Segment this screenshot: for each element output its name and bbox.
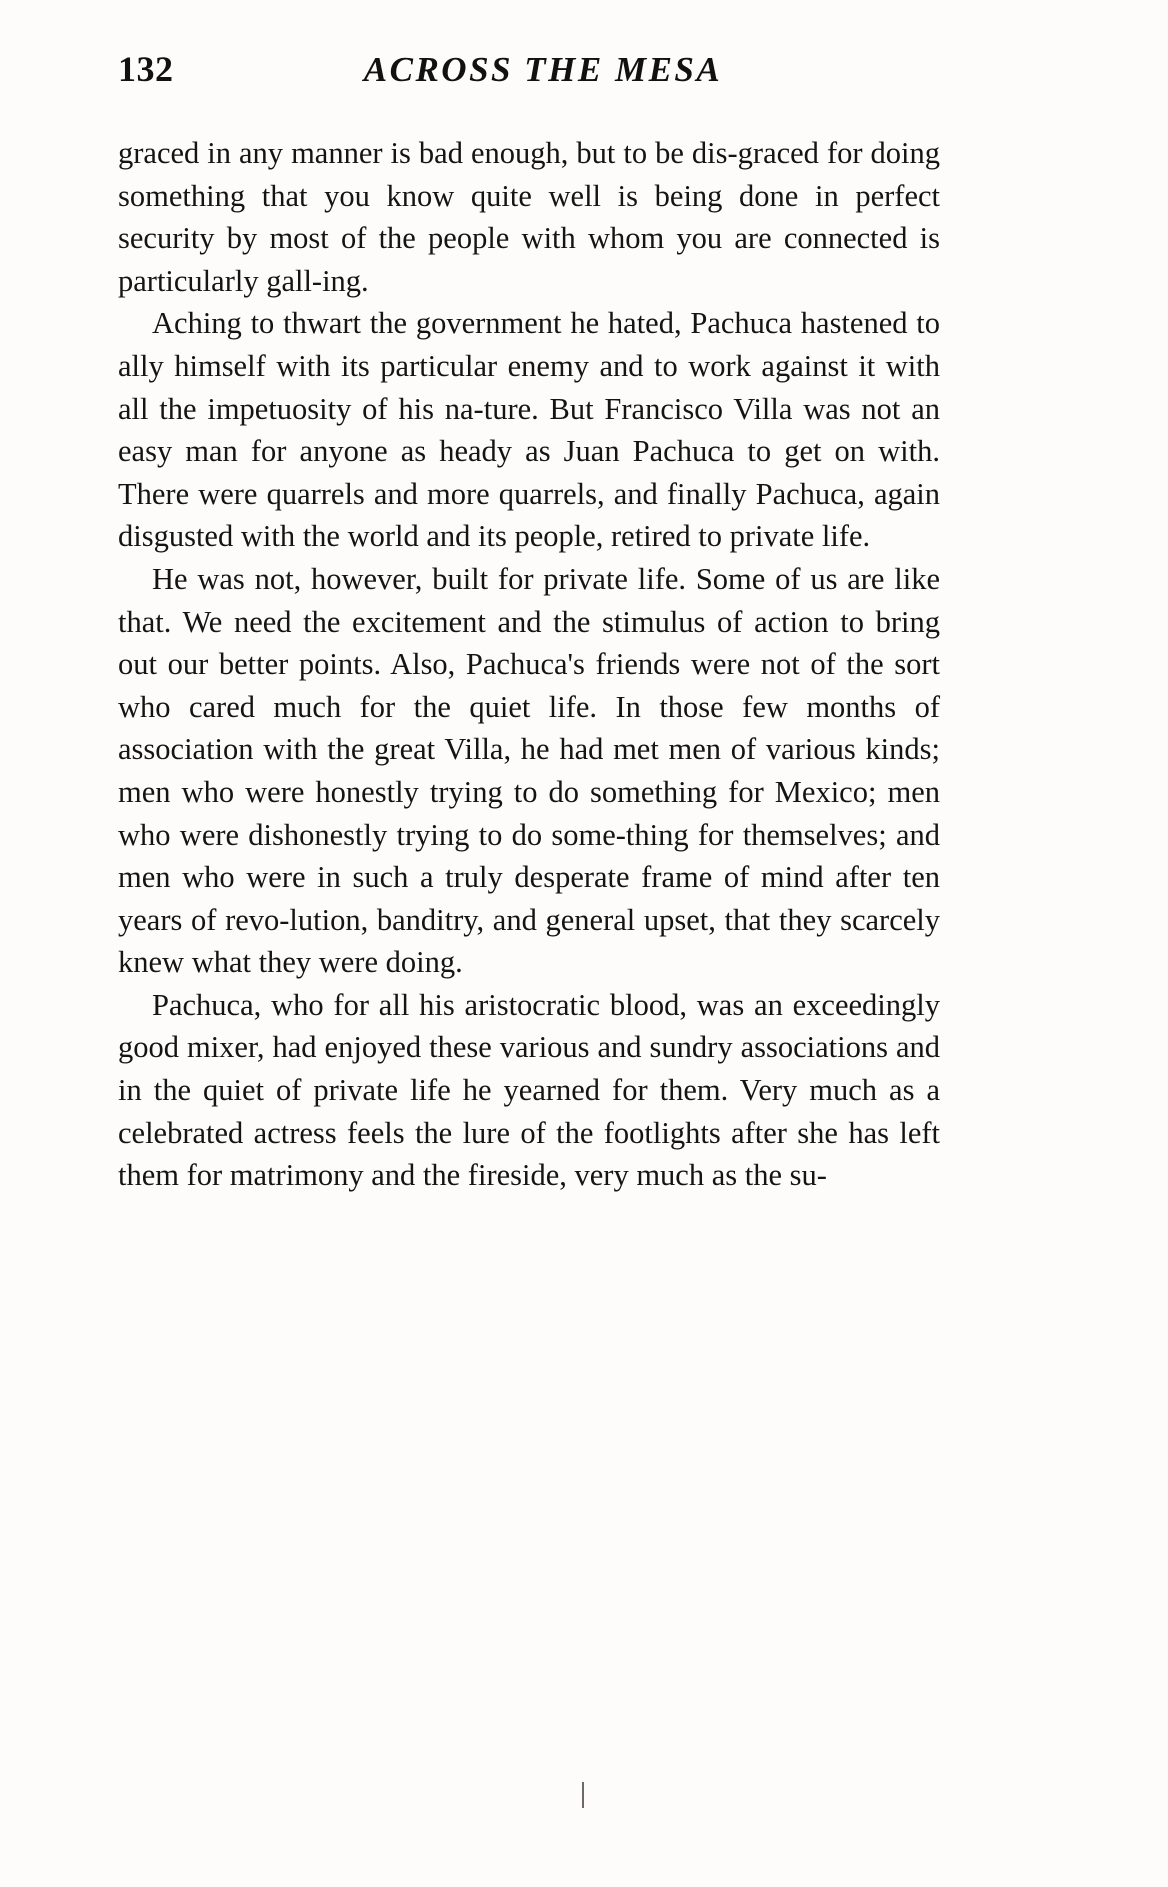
paragraph: Aching to thwart the government he hated, Pachuca hastened to ally himself with its particular enemy and to work against it with all the impetuosity of his na-ture. But Francisco Villa was not an easy man for anyone as heady as Juan Pachuca to get on with. There were quarrels and more quarrels, and finally Pachuca, again disgusted with the world and its people, retired to private life. [118, 306, 940, 554]
page-number: 132 [118, 49, 174, 89]
paragraph: Pachuca, who for all his aristocratic blood, was an exceedingly good mixer, had enjoyed these various and sundry associations and in the quiet of private life he yearned for them. Very much as a celebrated actress feels the lure of the footlights after she has left them for matrimony and the fireside, very much as the su- [118, 987, 940, 1193]
paragraph-continuation: graced in any manner is bad enough, but to be dis-graced for doing something that you know quite well is being done in perfect security by most of the people with whom you are connected is particularly gall-ing. [118, 136, 940, 298]
paragraph: He was not, however, built for private life. Some of us are like that. We need the excitement and the stimulus of action to bring out our better points. Also, Pachuca's friends were not of the sort who cared much for the quiet life. In those few months of association with the great Villa, he had met men of various kinds; men who were honestly trying to do something for Mexico; men who were dishonestly trying to do some-thing for themselves; and men who were in such a truly desperate frame of mind after ten years of revo-lution, banditry, and general upset, that they scarcely knew what they were doing. [118, 561, 940, 980]
page-header [118, 48, 928, 100]
running-head-title: ACROSS THE MESA [363, 50, 723, 89]
page-footer-mark [582, 1782, 584, 1808]
page-body [118, 132, 940, 1197]
